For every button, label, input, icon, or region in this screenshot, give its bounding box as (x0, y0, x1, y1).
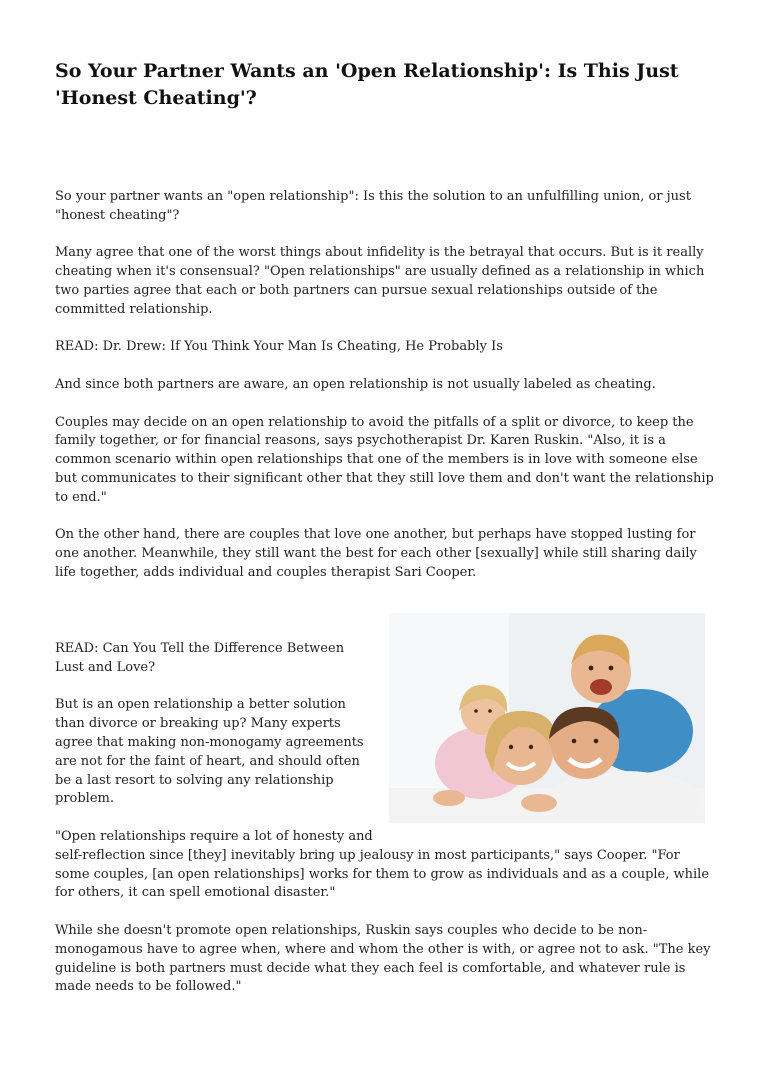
paragraph: So your partner wants an "open relationship": Is this the solution to an unfulfilling union, or just "honest cheating"? (55, 189, 691, 223)
article-body (55, 188, 715, 602)
family-photo (389, 613, 705, 823)
paragraph: On the other hand, there are couples that love one another, but perhaps have stopped lusting for one another. Meanwhile, they still want the best for each other [sexually] while still sharing daily life together, adds individual and couples therapist Sari Cooper. (55, 527, 697, 580)
paragraph: And since both partners are aware, an open relationship is not usually labeled as cheating. (55, 376, 656, 392)
read-link[interactable]: READ: Dr. Drew: If You Think Your Man Is Cheating, He Probably Is (55, 339, 503, 355)
paragraph: "Open relationships require a lot of honesty and self-reflection since [they] inevitably bring up jealousy in most participants," says Cooper. "For some couples, [an open relationships] works for them to grow as individuals and as a couple, while for others, it can spell emotional disaster." (55, 828, 710, 901)
read-link[interactable]: READ: Can You Tell the Difference Between Lust and Love? (55, 641, 345, 675)
article-title: So Your Partner Wants an 'Open Relationship': Is This Just 'Honest Cheating'? (55, 60, 679, 109)
paragraph: Many agree that one of the worst things about infidelity is the betrayal that occurs. But is it really cheating when it's consensual? "Open relationships" are usually defined as a relationship in which two parties agree that each or both partners can pursue sexual relationships outside of the committed relationship. (55, 245, 705, 317)
article-section-2 (55, 640, 715, 1016)
article-header (55, 58, 715, 112)
paragraph: While she doesn't promote open relationships, Ruskin says couples who decide to be non-monogamous have to agree when, where and whom the other is with, or agree not to ask. "The key guideline is both partners must decide what they each feel is comfortable, and whatever rule is made needs to be followed." (55, 922, 711, 995)
paragraph: Couples may decide on an open relationship to avoid the pitfalls of a split or divorce, to keep the family together, or for financial reasons, says psychotherapist Dr. Karen Ruskin. "Also, it is a common scenario within open relationships that one of the members is in love with someone else but communicates to their significant other that they still love them and don't want the relationship to end." (55, 414, 714, 505)
family-illustration (389, 613, 705, 823)
paragraph: But is an open relationship a better solution than divorce or breaking up? Many experts agree that making non-monogamy agreements are not for the faint of heart, and should often be a last resort to solving any relationship problem. (55, 697, 364, 807)
